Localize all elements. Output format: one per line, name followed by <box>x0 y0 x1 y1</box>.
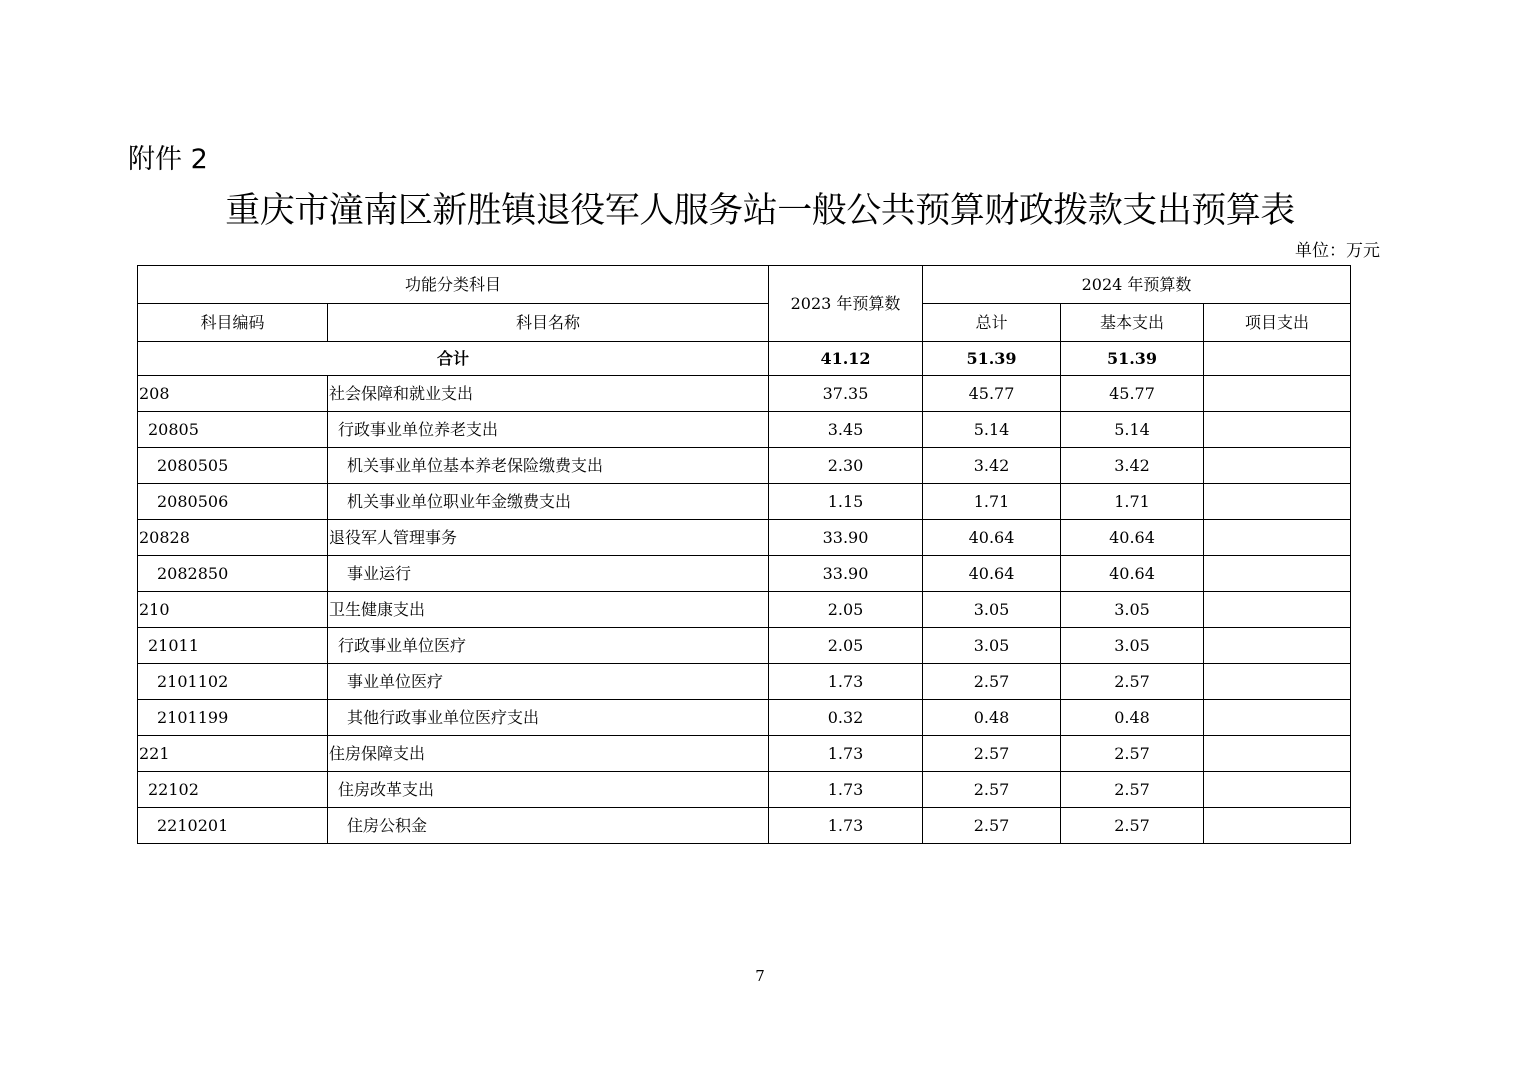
row-project <box>1204 592 1351 628</box>
row-total: 3.05 <box>923 628 1061 664</box>
row-code: 2082850 <box>138 556 328 592</box>
row-total: 2.57 <box>923 736 1061 772</box>
table-row <box>138 412 1351 448</box>
row-basic: 45.77 <box>1061 376 1204 412</box>
row-name: 行政事业单位养老支出 <box>328 412 769 448</box>
row-basic: 2.57 <box>1061 736 1204 772</box>
row-name: 机关事业单位基本养老保险缴费支出 <box>328 448 769 484</box>
row-b2023: 1.15 <box>769 484 923 520</box>
header-name: 科目名称 <box>328 304 769 342</box>
header-row-1 <box>138 266 1351 304</box>
total-total: 51.39 <box>923 342 1061 376</box>
header-budget-2024: 2024 年预算数 <box>923 266 1351 304</box>
row-b2023: 1.73 <box>769 808 923 844</box>
row-total: 40.64 <box>923 520 1061 556</box>
row-total: 3.05 <box>923 592 1061 628</box>
table-row <box>138 772 1351 808</box>
row-code: 2101199 <box>138 700 328 736</box>
row-project <box>1204 520 1351 556</box>
row-basic: 40.64 <box>1061 556 1204 592</box>
row-b2023: 33.90 <box>769 520 923 556</box>
row-name: 卫生健康支出 <box>328 592 769 628</box>
total-project <box>1204 342 1351 376</box>
total-b2023: 41.12 <box>769 342 923 376</box>
row-total: 3.42 <box>923 448 1061 484</box>
header-row-2 <box>138 304 1351 342</box>
row-name: 住房公积金 <box>328 808 769 844</box>
row-name: 社会保障和就业支出 <box>328 376 769 412</box>
row-code: 22102 <box>138 772 328 808</box>
row-project <box>1204 736 1351 772</box>
header-function-category: 功能分类科目 <box>138 266 769 304</box>
row-total: 5.14 <box>923 412 1061 448</box>
row-b2023: 33.90 <box>769 556 923 592</box>
row-project <box>1204 772 1351 808</box>
row-project <box>1204 556 1351 592</box>
row-b2023: 1.73 <box>769 736 923 772</box>
row-code: 221 <box>138 736 328 772</box>
header-project: 项目支出 <box>1204 304 1351 342</box>
row-name: 事业运行 <box>328 556 769 592</box>
table-row <box>138 448 1351 484</box>
header-budget-2023: 2023 年预算数 <box>769 266 923 342</box>
total-row <box>138 342 1351 376</box>
row-total: 2.57 <box>923 808 1061 844</box>
table-row <box>138 664 1351 700</box>
row-project <box>1204 484 1351 520</box>
row-total: 2.57 <box>923 772 1061 808</box>
row-project <box>1204 412 1351 448</box>
row-project <box>1204 808 1351 844</box>
table-row <box>138 592 1351 628</box>
row-b2023: 37.35 <box>769 376 923 412</box>
table-row <box>138 808 1351 844</box>
row-basic: 2.57 <box>1061 772 1204 808</box>
row-b2023: 2.05 <box>769 592 923 628</box>
row-basic: 5.14 <box>1061 412 1204 448</box>
row-basic: 40.64 <box>1061 520 1204 556</box>
row-basic: 3.42 <box>1061 448 1204 484</box>
unit-label: 单位：万元 <box>1295 241 1380 261</box>
row-b2023: 1.73 <box>769 664 923 700</box>
header-code: 科目编码 <box>138 304 328 342</box>
row-total: 1.71 <box>923 484 1061 520</box>
row-project <box>1204 628 1351 664</box>
total-label: 合计 <box>138 342 769 376</box>
row-name: 其他行政事业单位医疗支出 <box>328 700 769 736</box>
row-code: 2210201 <box>138 808 328 844</box>
row-name: 退役军人管理事务 <box>328 520 769 556</box>
table-row <box>138 484 1351 520</box>
row-basic: 3.05 <box>1061 592 1204 628</box>
row-code: 20828 <box>138 520 328 556</box>
table-row <box>138 376 1351 412</box>
row-code: 2101102 <box>138 664 328 700</box>
row-b2023: 1.73 <box>769 772 923 808</box>
row-project <box>1204 664 1351 700</box>
row-name: 行政事业单位医疗 <box>328 628 769 664</box>
row-name: 住房改革支出 <box>328 772 769 808</box>
page-number: 7 <box>755 967 765 985</box>
table-row <box>138 556 1351 592</box>
budget-table <box>137 265 1351 844</box>
row-basic: 2.57 <box>1061 808 1204 844</box>
table-row <box>138 628 1351 664</box>
document-title: 重庆市潼南区新胜镇退役军人服务站一般公共预算财政拨款支出预算表 <box>225 191 1295 231</box>
row-code: 21011 <box>138 628 328 664</box>
row-name: 事业单位医疗 <box>328 664 769 700</box>
total-basic: 51.39 <box>1061 342 1204 376</box>
row-code: 2080505 <box>138 448 328 484</box>
row-name: 住房保障支出 <box>328 736 769 772</box>
header-total: 总计 <box>923 304 1061 342</box>
row-project <box>1204 700 1351 736</box>
row-b2023: 2.30 <box>769 448 923 484</box>
header-basic: 基本支出 <box>1061 304 1204 342</box>
table-row <box>138 700 1351 736</box>
row-code: 2080506 <box>138 484 328 520</box>
row-total: 2.57 <box>923 664 1061 700</box>
row-b2023: 0.32 <box>769 700 923 736</box>
row-total: 45.77 <box>923 376 1061 412</box>
attachment-label: 附件 2 <box>128 144 208 175</box>
row-b2023: 2.05 <box>769 628 923 664</box>
row-code: 210 <box>138 592 328 628</box>
row-code: 20805 <box>138 412 328 448</box>
row-name: 机关事业单位职业年金缴费支出 <box>328 484 769 520</box>
table-row <box>138 736 1351 772</box>
row-basic: 3.05 <box>1061 628 1204 664</box>
row-project <box>1204 376 1351 412</box>
row-code: 208 <box>138 376 328 412</box>
row-total: 0.48 <box>923 700 1061 736</box>
row-basic: 2.57 <box>1061 664 1204 700</box>
row-project <box>1204 448 1351 484</box>
row-basic: 1.71 <box>1061 484 1204 520</box>
row-basic: 0.48 <box>1061 700 1204 736</box>
row-b2023: 3.45 <box>769 412 923 448</box>
table-row <box>138 520 1351 556</box>
row-total: 40.64 <box>923 556 1061 592</box>
